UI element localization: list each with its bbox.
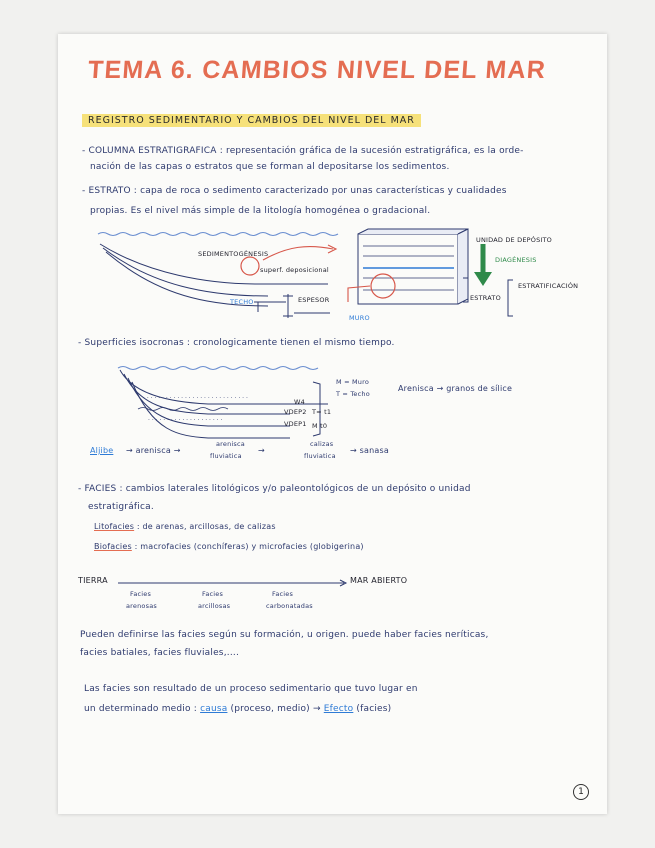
label-estrato: ESTRATO: [470, 294, 501, 302]
label-t-techo: T = Techo: [336, 390, 370, 398]
columna-line-2: nación de las capas o estratos que se forman al depositarse los sedimentos.: [90, 162, 450, 172]
litofacies-term: Litofacies: [94, 522, 135, 531]
estrato-line-2: propias. Es el nivel más simple de la litología homogénea o gradacional.: [90, 206, 431, 216]
pueden-line-2: facies batiales, facies fluviales,....: [80, 648, 240, 658]
label-arenisca-granos: Arenisca → granos de sílice: [398, 384, 513, 393]
aljibe-calizas-2: fluviatica: [304, 452, 336, 460]
aljibe-calizas-1: calizas: [310, 440, 334, 448]
superficies-line: - Superficies isocronas : cronologicamente tienen el mismo tiempo.: [78, 338, 395, 348]
page-title: TEMA 6. CAMBIOS NIVEL DEL MAR: [87, 56, 547, 84]
facies-carbonatadas-2: carbonatadas: [266, 602, 313, 610]
label-superf-deposicional: superf. deposicional: [260, 266, 329, 274]
resultado-efecto: Efecto: [323, 704, 354, 714]
label-m-muro: M = Muro: [336, 378, 370, 386]
biofacies-term: Biofacies: [94, 542, 132, 551]
page-number: 1: [573, 784, 589, 800]
resultado-line-2: [84, 704, 391, 714]
label-vdep1: VDEP1: [284, 420, 307, 428]
resultado-proceso: (proceso, medio) →: [230, 704, 321, 714]
notebook-page: [58, 34, 607, 814]
svg-text:· · · · · · · · · · · · · · ·: · · · · · · · · · · · · · · · · · · · · · · · · · · · ·: [143, 395, 248, 402]
facies-line-2: estratigráfica.: [88, 502, 154, 512]
facies-arenosas-2: arenosas: [126, 602, 157, 610]
resultado-medio: un determinado medio :: [84, 704, 198, 714]
facies-carbonatadas-1: Facies: [272, 590, 294, 598]
resultado-line-1: Las facies son resultado de un proceso sedimentario que tuvo lugar en: [84, 684, 418, 694]
label-sedimentogenesis: SEDIMENTOGÉNESIS: [198, 250, 269, 258]
label-estratificacion: ESTRATIFICACIÓN: [518, 282, 579, 290]
resultado-causa: causa: [200, 704, 228, 714]
aljibe-arenisca-fluv-1: arenisca: [216, 440, 245, 448]
aljibe-arrow: →: [258, 446, 265, 455]
aljibe-sanasa: → sanasa: [350, 446, 389, 455]
pueden-line-1: Pueden definirse las facies según su formación, u origen. puede haber facies neríticas,: [80, 630, 489, 640]
tierra-label: TIERRA: [78, 576, 108, 585]
label-espesor: ESPESOR: [298, 296, 330, 304]
aljibe-arenisca: → arenisca →: [126, 446, 181, 455]
estrato-line-1: - ESTRATO : capa de roca o sedimento caracterizado por unas características y cualidades: [82, 186, 507, 196]
label-m-t0: M t0: [312, 422, 328, 430]
label-unidad-deposito: UNIDAD DE DEPÓSITO: [476, 236, 553, 244]
mar-abierto-label: MAR ABIERTO: [350, 576, 408, 585]
facies-lito: [94, 522, 276, 531]
biofacies-desc: : macrofacies (conchíferas) y microfacies (globigerina): [134, 542, 364, 551]
label-muro: MURO: [349, 314, 370, 322]
label-vdep2: VDEP2: [284, 408, 307, 416]
facies-arenosas-1: Facies: [130, 590, 152, 598]
facies-line-1: - FACIES : cambios laterales litológicos y/o paleontológicos de un depósito o unidad: [78, 484, 471, 494]
facies-arcillosas-2: arcillosas: [198, 602, 231, 610]
section-heading: REGISTRO SEDIMENTARIO Y CAMBIOS DEL NIVEL DEL MAR: [82, 114, 421, 127]
resultado-facies: (facies): [356, 704, 392, 714]
label-w4: W4: [294, 398, 305, 406]
label-techo: TECHO: [230, 298, 254, 306]
litofacies-desc: : de arenas, arcillosas, de calizas: [136, 522, 276, 531]
label-t-t1: T= t1: [312, 408, 332, 416]
aljibe-arenisca-fluv-2: fluviatica: [210, 452, 242, 460]
svg-text:· · · · · · · · · · · · · · ·: · · · · · · · · · · · · · · · · · · · ·: [148, 417, 223, 424]
facies-bio: [94, 542, 364, 551]
columna-line-1: - COLUMNA ESTRATIGRAFICA : representación gráfica de la sucesión estratigráfica, es la orde-: [82, 146, 524, 156]
facies-arcillosas-1: Facies: [202, 590, 224, 598]
aljibe-label: Aljibe: [90, 446, 114, 455]
label-diagenesis: DIAGÉNESIS: [495, 256, 537, 264]
